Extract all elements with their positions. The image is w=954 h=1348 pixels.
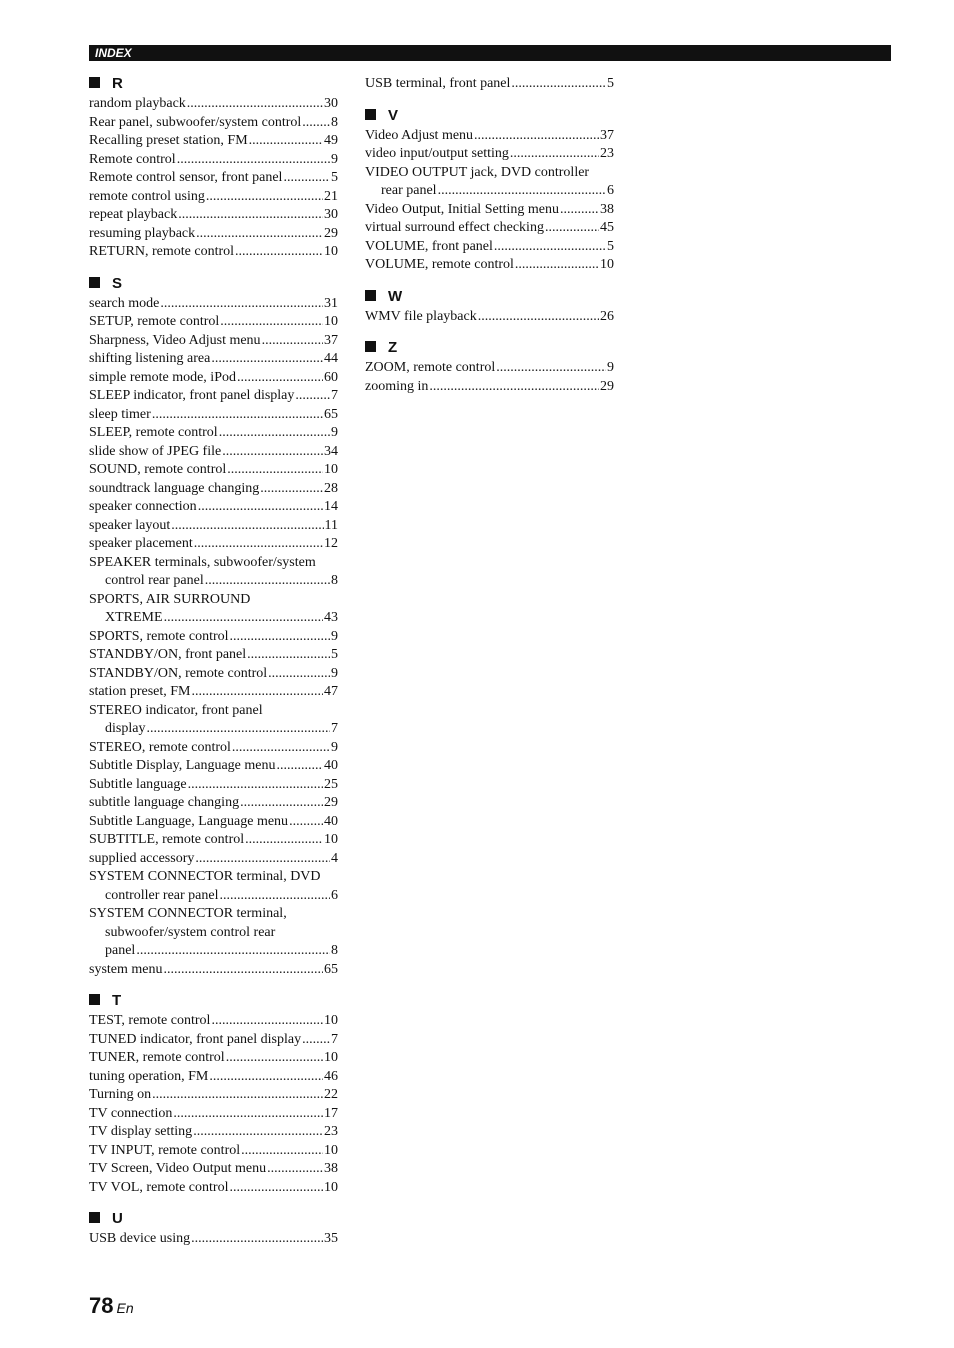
entry-page-number: 46	[324, 1068, 338, 1084]
dot-leader	[178, 206, 323, 225]
entry-page-number: 65	[324, 406, 338, 422]
dot-leader	[237, 369, 323, 388]
entry-page-number: 10	[324, 1013, 338, 1028]
section-letter: U	[112, 1210, 123, 1227]
entry-term: supplied accessory	[89, 850, 195, 866]
entry-term: VOLUME, remote control	[365, 257, 514, 272]
entry-page-number: 9	[331, 151, 338, 167]
section-heading	[365, 338, 614, 358]
index-entry	[89, 887, 338, 906]
index-entry	[89, 757, 338, 776]
index-entry	[89, 369, 338, 388]
index-entry	[89, 1160, 338, 1179]
index-entry	[365, 145, 614, 164]
dot-leader	[232, 739, 330, 758]
entry-term: tuning operation, FM	[89, 1068, 209, 1084]
dot-leader	[196, 225, 323, 244]
entry-page-number: 30	[324, 96, 338, 111]
entry-page-number: 49	[324, 133, 338, 148]
index-entry	[89, 443, 338, 462]
dot-leader	[222, 443, 323, 462]
index-entry	[89, 332, 338, 351]
page-language: En	[116, 1300, 134, 1316]
entry-term: repeat playback	[89, 207, 178, 222]
dot-leader	[164, 609, 323, 628]
index-entry	[89, 1105, 338, 1124]
entry-page-number: 10	[324, 1142, 338, 1158]
section-heading	[89, 1209, 338, 1229]
index-entry	[89, 498, 338, 517]
entry-term: Subtitle language	[89, 776, 187, 792]
dot-leader	[267, 1160, 323, 1179]
index-entry	[89, 350, 338, 369]
entry-page-number: 29	[324, 225, 338, 241]
entry-term: ZOOM, remote control	[365, 360, 496, 375]
index-entry	[89, 1230, 338, 1249]
entry-page-number: 30	[324, 207, 338, 222]
entry-page-number: 5	[331, 647, 338, 662]
index-entry	[89, 114, 338, 133]
entry-page-number: 37	[324, 332, 338, 348]
dot-leader	[510, 145, 599, 164]
entry-term: SPORTS, remote control	[89, 628, 229, 644]
dot-leader	[177, 151, 330, 170]
entry-page-number: 23	[324, 1124, 338, 1139]
entry-term: soundtrack language changing	[89, 480, 260, 496]
section-bullet-icon	[89, 277, 100, 288]
dot-leader	[260, 480, 323, 499]
entry-term: speaker connection	[89, 499, 197, 514]
entry-page-number: 10	[600, 257, 614, 272]
entry-page-number: 25	[324, 776, 338, 792]
entry-term: resuming playback	[89, 225, 196, 241]
entry-page-number: 23	[600, 146, 614, 161]
entry-page-number: 8	[331, 573, 338, 588]
index-entry	[89, 961, 338, 980]
dot-leader	[511, 75, 606, 94]
entry-term: speaker layout	[89, 517, 171, 533]
entry-page-number: 9	[331, 628, 338, 644]
entry-term: TV connection	[89, 1105, 173, 1121]
entry-list	[365, 359, 614, 396]
index-entry	[365, 201, 614, 220]
dot-leader	[205, 572, 330, 591]
dot-leader	[152, 1086, 323, 1105]
entry-page-number: 4	[331, 850, 338, 866]
entry-page-number: 65	[324, 961, 338, 977]
index-entry	[89, 95, 338, 114]
index-entry	[89, 1123, 338, 1142]
entry-page-number: 7	[331, 388, 338, 403]
entry-page-number: 12	[324, 536, 338, 551]
dot-leader	[560, 201, 599, 220]
entry-page-number: 26	[600, 308, 614, 324]
entry-page-number: 17	[324, 1105, 338, 1121]
entry-term: control rear panel	[105, 573, 204, 588]
section-letter: Z	[388, 339, 398, 356]
entry-term: Subtitle Display, Language menu	[89, 758, 276, 773]
entry-term: SOUND, remote control	[89, 462, 227, 477]
entry-page-number: 10	[324, 244, 338, 259]
entry-term: Recalling preset station, FM	[89, 133, 248, 148]
dot-leader	[160, 295, 323, 314]
index-entry	[365, 75, 614, 94]
dot-leader	[302, 114, 330, 133]
entry-list	[365, 308, 614, 327]
page-footer	[89, 1293, 134, 1319]
entry-term: remote control using	[89, 188, 205, 204]
dot-leader	[219, 424, 330, 443]
section-heading	[89, 991, 338, 1011]
entry-page-number: 29	[324, 795, 338, 810]
dot-leader	[262, 332, 323, 351]
index-entry	[89, 609, 338, 628]
index-column-left	[89, 74, 338, 1249]
entry-term: SETUP, remote control	[89, 314, 220, 329]
page-number: 78	[89, 1293, 114, 1318]
index-entry	[89, 628, 338, 647]
entry-term: rear panel	[381, 183, 437, 198]
section-letter: S	[112, 274, 123, 292]
entry-term: TUNED indicator, front panel display	[89, 1031, 302, 1047]
dot-leader	[152, 406, 323, 425]
entry-page-number: 31	[324, 295, 338, 311]
section-heading	[365, 106, 614, 126]
entry-term-line: VIDEO OUTPUT jack, DVD controller	[365, 164, 590, 180]
entry-term: Sharpness, Video Adjust menu	[89, 332, 261, 348]
entry-page-number: 34	[324, 443, 338, 459]
index-entry	[89, 132, 338, 151]
entry-page-number: 21	[324, 188, 338, 204]
index-entry	[89, 535, 338, 554]
section-bullet-icon	[89, 1212, 100, 1223]
index-entry	[89, 517, 338, 536]
index-entry	[89, 942, 338, 961]
dot-leader	[193, 1123, 323, 1142]
entry-page-number: 47	[324, 684, 338, 699]
index-entry	[89, 1049, 338, 1068]
index-entry	[89, 1179, 338, 1198]
dot-leader	[283, 169, 330, 188]
dot-leader	[171, 517, 323, 536]
dot-leader	[245, 831, 323, 850]
dot-leader	[226, 1049, 323, 1068]
entry-term: TEST, remote control	[89, 1013, 211, 1028]
entry-page-number: 10	[324, 1179, 338, 1195]
dot-leader	[229, 1179, 323, 1198]
dot-leader	[295, 387, 330, 406]
entry-term: search mode	[89, 295, 160, 311]
entry-page-number: 29	[600, 378, 614, 394]
entry-term: video input/output setting	[365, 146, 509, 161]
dot-leader	[173, 1105, 323, 1124]
entry-page-number: 28	[324, 480, 338, 496]
index-entry	[89, 813, 338, 832]
entry-term: USB device using	[89, 1231, 191, 1246]
entry-page-number: 9	[331, 425, 338, 440]
index-entry	[89, 1086, 338, 1105]
dot-leader	[545, 219, 599, 238]
dot-leader	[474, 127, 599, 146]
entry-page-number: 6	[607, 183, 614, 198]
entry-term: TV Screen, Video Output menu	[89, 1161, 267, 1176]
dot-leader	[164, 961, 324, 980]
dot-leader	[247, 646, 330, 665]
section-heading	[365, 287, 614, 307]
entry-page-number: 8	[331, 943, 338, 958]
entry-term-line: SPEAKER terminals, subwoofer/system	[89, 554, 316, 570]
dot-leader	[191, 1230, 323, 1249]
section-letter: W	[388, 287, 403, 305]
index-entry	[89, 461, 338, 480]
section-title: INDEX	[95, 46, 132, 60]
entry-page-number: 11	[324, 517, 338, 533]
index-entry	[365, 238, 614, 257]
entry-page-number: 9	[607, 360, 614, 375]
entry-term: TUNER, remote control	[89, 1050, 225, 1065]
entry-term: STEREO, remote control	[89, 739, 231, 755]
index-entry	[365, 182, 614, 201]
dot-leader	[192, 683, 324, 702]
index-entry	[365, 219, 614, 238]
section-letter: R	[112, 75, 123, 92]
index-entry	[89, 387, 338, 406]
entry-list	[89, 95, 338, 262]
entry-term: Video Adjust menu	[365, 127, 474, 143]
header-bar	[89, 45, 891, 61]
index-entry	[89, 794, 338, 813]
dot-leader	[478, 308, 599, 327]
index-entry	[89, 646, 338, 665]
entry-page-number: 5	[331, 170, 338, 185]
entry-page-number: 5	[607, 76, 614, 91]
index-entry	[89, 776, 338, 795]
entry-term-line: SPORTS, AIR SURROUND	[89, 591, 251, 607]
entry-page-number: 43	[324, 610, 338, 625]
entry-term: VOLUME, front panel	[365, 238, 493, 254]
dot-leader	[429, 378, 599, 397]
entry-term: Turning on	[89, 1087, 152, 1102]
entry-term: slide show of JPEG file	[89, 443, 222, 459]
entry-term: simple remote mode, iPod	[89, 369, 236, 385]
section-bullet-icon	[89, 994, 100, 1005]
dot-leader	[146, 720, 330, 739]
index-entry	[89, 720, 338, 739]
entry-page-number: 38	[324, 1161, 338, 1176]
entry-term: speaker placement	[89, 536, 193, 551]
dot-leader	[289, 813, 323, 832]
section-heading	[89, 274, 338, 294]
index-entry	[89, 831, 338, 850]
dot-leader	[494, 238, 606, 257]
entry-list	[89, 1230, 338, 1249]
entry-page-number: 60	[324, 369, 338, 385]
index-entry	[89, 406, 338, 425]
index-entry	[89, 1012, 338, 1031]
dot-leader	[220, 887, 331, 906]
entry-term: Video Output, Initial Setting menu	[365, 201, 559, 217]
entry-page-number: 7	[331, 721, 338, 736]
entry-term: random playback	[89, 96, 186, 111]
section-bullet-icon	[89, 77, 100, 88]
dot-leader	[268, 665, 330, 684]
entry-term: subtitle language changing	[89, 795, 240, 810]
entry-page-number: 22	[324, 1087, 338, 1102]
index-entry	[89, 572, 338, 591]
dot-leader	[136, 942, 330, 961]
entry-page-number: 38	[600, 201, 614, 217]
entry-term: sleep timer	[89, 406, 151, 422]
index-entry	[89, 665, 338, 684]
index-entry	[365, 359, 614, 378]
entry-page-number: 37	[600, 127, 614, 143]
entry-term: TV display setting	[89, 1124, 193, 1139]
entry-list	[89, 1012, 338, 1197]
entry-term: zooming in	[365, 378, 429, 394]
entry-term-line: STEREO indicator, front panel	[89, 702, 263, 718]
index-entry	[365, 127, 614, 146]
entry-term: USB terminal, front panel	[365, 76, 511, 91]
dot-leader	[240, 794, 323, 813]
index-entry	[89, 850, 338, 869]
dot-leader	[206, 188, 323, 207]
section-bullet-icon	[365, 290, 376, 301]
index-entry	[365, 308, 614, 327]
entry-term-line: SYSTEM CONNECTOR terminal,	[89, 906, 287, 921]
entry-term: virtual surround effect checking	[365, 220, 544, 235]
index-column-right	[365, 74, 614, 396]
entry-term: TV VOL, remote control	[89, 1179, 229, 1195]
section-letter: V	[388, 106, 399, 124]
entry-term: SLEEP, remote control	[89, 425, 218, 440]
entry-term: STANDBY/ON, front panel	[89, 647, 247, 662]
entry-page-number: 10	[324, 1050, 338, 1065]
section-bullet-icon	[365, 109, 376, 120]
index-entry	[89, 1068, 338, 1087]
entry-term: shifting listening area	[89, 351, 211, 366]
entry-page-number: 5	[607, 238, 614, 254]
dot-leader	[211, 1012, 323, 1031]
dot-leader	[220, 313, 323, 332]
entry-term: SLEEP indicator, front panel display	[89, 388, 295, 403]
dot-leader	[227, 461, 323, 480]
entry-page-number: 9	[331, 665, 338, 681]
entry-page-number: 10	[324, 314, 338, 329]
entry-term: display	[105, 721, 146, 736]
entry-page-number: 8	[331, 114, 338, 130]
dot-leader	[302, 1031, 330, 1050]
entry-page-number: 6	[331, 887, 338, 903]
entry-term: Subtitle Language, Language menu	[89, 813, 289, 829]
entry-term: system menu	[89, 961, 163, 977]
dot-leader	[198, 498, 323, 517]
index-entry	[89, 1142, 338, 1161]
index-entry	[365, 256, 614, 275]
entry-term: Rear panel, subwoofer/system control	[89, 114, 302, 130]
entry-term: XTREME	[105, 610, 163, 625]
entry-term-line: SYSTEM CONNECTOR terminal, DVD	[89, 869, 321, 884]
entry-term: Remote control sensor, front panel	[89, 170, 283, 185]
entry-page-number: 14	[324, 499, 338, 514]
dot-leader	[515, 256, 599, 275]
entry-page-number: 40	[324, 758, 338, 773]
dot-leader	[187, 95, 323, 114]
entry-page-number: 10	[324, 832, 338, 847]
dot-leader	[496, 359, 606, 378]
index-entry	[89, 295, 338, 314]
dot-leader	[230, 628, 330, 647]
dot-leader	[438, 182, 606, 201]
index-entry	[89, 424, 338, 443]
entry-page-number: 44	[324, 351, 338, 366]
index-entry	[89, 188, 338, 207]
dot-leader	[277, 757, 324, 776]
index-entry	[89, 480, 338, 499]
index-entry	[89, 151, 338, 170]
entry-term: STANDBY/ON, remote control	[89, 665, 268, 681]
index-entry	[89, 169, 338, 188]
dot-leader	[235, 243, 323, 262]
index-entry	[365, 378, 614, 397]
entry-term: panel	[105, 943, 136, 958]
entry-term: station preset, FM	[89, 684, 191, 699]
dot-leader	[241, 1142, 323, 1161]
index-entry	[89, 1031, 338, 1050]
entry-term: WMV file playback	[365, 308, 477, 324]
entry-page-number: 45	[600, 220, 614, 235]
index-entry	[89, 206, 338, 225]
entry-page-number: 9	[331, 739, 338, 755]
entry-term: Remote control	[89, 151, 176, 167]
index-entry	[89, 313, 338, 332]
dot-leader	[188, 776, 323, 795]
entry-term: TV INPUT, remote control	[89, 1142, 241, 1158]
index-entry	[89, 243, 338, 262]
dot-leader	[194, 535, 323, 554]
entry-list	[89, 295, 338, 980]
entry-term: controller rear panel	[105, 887, 219, 903]
entry-page-number: 7	[331, 1031, 338, 1047]
section-letter: T	[112, 992, 122, 1009]
entry-list	[365, 75, 614, 94]
dot-leader	[211, 350, 323, 369]
dot-leader	[209, 1068, 323, 1087]
entry-page-number: 40	[324, 813, 338, 829]
entry-term: SUBTITLE, remote control	[89, 832, 245, 847]
index-entry	[89, 739, 338, 758]
entry-page-number: 35	[324, 1231, 338, 1246]
entry-term: RETURN, remote control	[89, 244, 235, 259]
entry-page-number: 10	[324, 462, 338, 477]
dot-leader	[195, 850, 330, 869]
dot-leader	[249, 132, 323, 151]
entry-term-line: subwoofer/system control rear	[105, 924, 276, 940]
section-bullet-icon	[365, 341, 376, 352]
section-heading	[89, 74, 338, 94]
index-entry	[89, 225, 338, 244]
entry-list	[365, 127, 614, 275]
index-entry	[89, 683, 338, 702]
